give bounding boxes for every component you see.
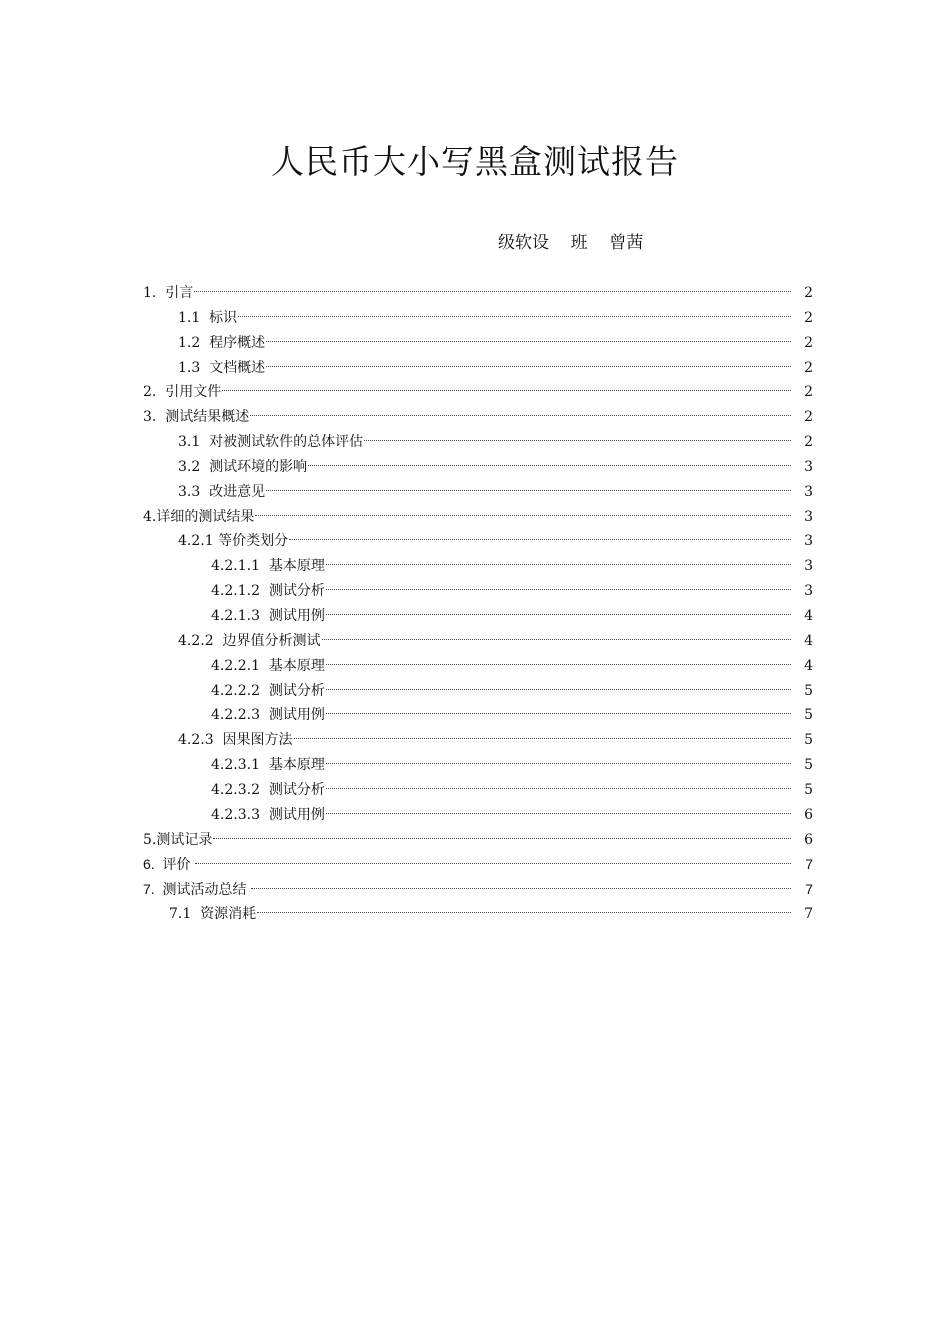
toc-entry-page-number: 2 [804, 384, 813, 401]
toc-entry-label: 3. 测试结果概述 [143, 409, 250, 426]
toc-entry-page-number: 3 [804, 483, 813, 500]
toc-entry[interactable] [143, 703, 813, 728]
toc-dot-leader [326, 614, 791, 615]
toc-entry[interactable] [143, 529, 813, 554]
toc-entry-page-number: 2 [804, 359, 813, 376]
toc-entry-page-number: 7 [805, 856, 813, 873]
toc-entry-label: 7.1 资源消耗 [169, 906, 257, 923]
toc-entry-page-number: 3 [804, 583, 813, 600]
toc-entry-label: 4.2.1 等价类划分 [178, 533, 289, 550]
toc-entry-page-number: 5 [804, 757, 813, 774]
toc-dot-leader [326, 763, 791, 764]
toc-entry-label: 1. 引言 [143, 285, 194, 301]
toc-entry-label: 6. 评价 [143, 856, 195, 873]
toc-entry-page-number: 2 [804, 309, 813, 326]
toc-entry-page-number: 4 [804, 607, 813, 624]
toc-entry-page-number: 5 [804, 732, 813, 749]
toc-entry-label: 4.2.3.2 测试分析 [211, 781, 325, 798]
toc-dot-leader [326, 713, 791, 714]
toc-dot-leader [266, 366, 791, 367]
toc-entry-label: 1.3 文档概述 [178, 359, 266, 376]
toc-entry-label: 1.2 程序概述 [178, 334, 266, 351]
toc-entry-page-number: 3 [804, 458, 813, 475]
toc-dot-leader [294, 738, 791, 739]
toc-entry-page-number: 3 [804, 508, 813, 525]
toc-dot-leader [326, 589, 791, 590]
toc-dot-leader [326, 664, 791, 665]
toc-entry[interactable] [143, 356, 813, 381]
toc-entry-label: 4.2.2.1 基本原理 [211, 657, 325, 674]
toc-entry-page-number: 2 [804, 409, 813, 426]
toc-entry-page-number: 4 [804, 632, 813, 649]
toc-entry-page-number: 5 [804, 781, 813, 798]
toc-entry-label: 7. 测试活动总结 [143, 881, 251, 898]
toc-entry-label: 2. 引用文件 [143, 384, 222, 401]
toc-entry[interactable] [143, 306, 813, 331]
toc-entry-label: 4.2.1.1 基本原理 [211, 558, 325, 575]
toc-entry-label: 3.1 对被测试软件的总体评估 [178, 434, 364, 451]
toc-dot-leader [308, 465, 791, 466]
toc-entry-label: 4.2.3.1 基本原理 [211, 757, 325, 774]
toc-dot-leader [257, 912, 791, 913]
toc-entry-page-number: 6 [804, 831, 813, 848]
toc-entry[interactable] [143, 579, 813, 604]
toc-entry-label: 3.3 改进意见 [178, 483, 266, 500]
toc-entry[interactable] [143, 604, 813, 629]
toc-entry[interactable] [143, 505, 813, 530]
toc-dot-leader [266, 341, 791, 342]
toc-entry[interactable] [143, 654, 813, 679]
toc-entry-label: 5.测试记录 [143, 831, 213, 848]
table-of-contents [143, 281, 813, 927]
toc-entry[interactable] [143, 455, 813, 480]
toc-entry-page-number: 4 [804, 657, 813, 674]
toc-entry[interactable] [143, 331, 813, 356]
toc-entry[interactable] [143, 877, 813, 902]
toc-entry[interactable] [143, 778, 813, 803]
toc-entry[interactable] [143, 629, 813, 654]
toc-entry-page-number: 6 [804, 806, 813, 823]
toc-entry-label: 3.2 测试环境的影响 [178, 458, 308, 475]
toc-entry-label: 4.2.1.2 测试分析 [211, 583, 325, 600]
toc-entry[interactable] [143, 480, 813, 505]
toc-entry[interactable] [143, 554, 813, 579]
toc-entry-page-number: 2 [804, 285, 813, 301]
toc-entry-label: 1.1 标识 [178, 309, 238, 326]
toc-entry[interactable] [143, 430, 813, 455]
toc-dot-leader [238, 316, 791, 317]
toc-entry-label: 4.2.3.3 测试用例 [211, 806, 325, 823]
document-title: 人民币大小写黑盒测试报告 [271, 142, 679, 181]
toc-dot-leader [289, 539, 791, 540]
toc-entry-label: 4.2.2.3 测试用例 [211, 707, 325, 724]
toc-entry[interactable] [143, 405, 813, 430]
toc-dot-leader [326, 813, 791, 814]
toc-entry[interactable] [143, 679, 813, 704]
toc-entry[interactable] [143, 753, 813, 778]
toc-entry-page-number: 5 [804, 682, 813, 699]
toc-dot-leader [251, 888, 791, 889]
toc-entry[interactable] [143, 728, 813, 753]
toc-entry-label: 4.2.2 边界值分析测试 [178, 632, 321, 649]
toc-dot-leader [222, 390, 791, 391]
toc-dot-leader [326, 788, 791, 789]
toc-dot-leader [194, 291, 791, 292]
toc-dot-leader [322, 639, 791, 640]
toc-entry[interactable] [143, 380, 813, 405]
author-line: 级软设 班 曾茜 [498, 233, 644, 253]
toc-entry-page-number: 2 [804, 334, 813, 351]
toc-entry[interactable] [143, 902, 813, 927]
toc-dot-leader [364, 440, 791, 441]
toc-entry[interactable] [143, 828, 813, 853]
toc-dot-leader [213, 838, 791, 839]
toc-dot-leader [326, 564, 791, 565]
toc-dot-leader [250, 415, 791, 416]
toc-dot-leader [326, 689, 791, 690]
toc-entry-page-number: 5 [804, 707, 813, 724]
toc-entry-label: 4.2.3 因果图方法 [178, 732, 293, 749]
toc-dot-leader [255, 515, 791, 516]
toc-entry-page-number: 7 [805, 881, 813, 898]
toc-entry-page-number: 7 [804, 906, 813, 923]
toc-entry[interactable] [143, 281, 813, 306]
toc-entry-label: 4.2.2.2 测试分析 [211, 682, 325, 699]
toc-entry-page-number: 3 [804, 533, 813, 550]
toc-entry[interactable] [143, 852, 813, 877]
toc-entry-label: 4.详细的测试结果 [143, 508, 255, 525]
toc-entry-page-number: 3 [804, 558, 813, 575]
toc-entry-page-number: 2 [804, 434, 813, 451]
toc-dot-leader [195, 863, 791, 864]
toc-entry-label: 4.2.1.3 测试用例 [211, 607, 325, 624]
toc-dot-leader [266, 490, 791, 491]
toc-entry[interactable] [143, 803, 813, 828]
